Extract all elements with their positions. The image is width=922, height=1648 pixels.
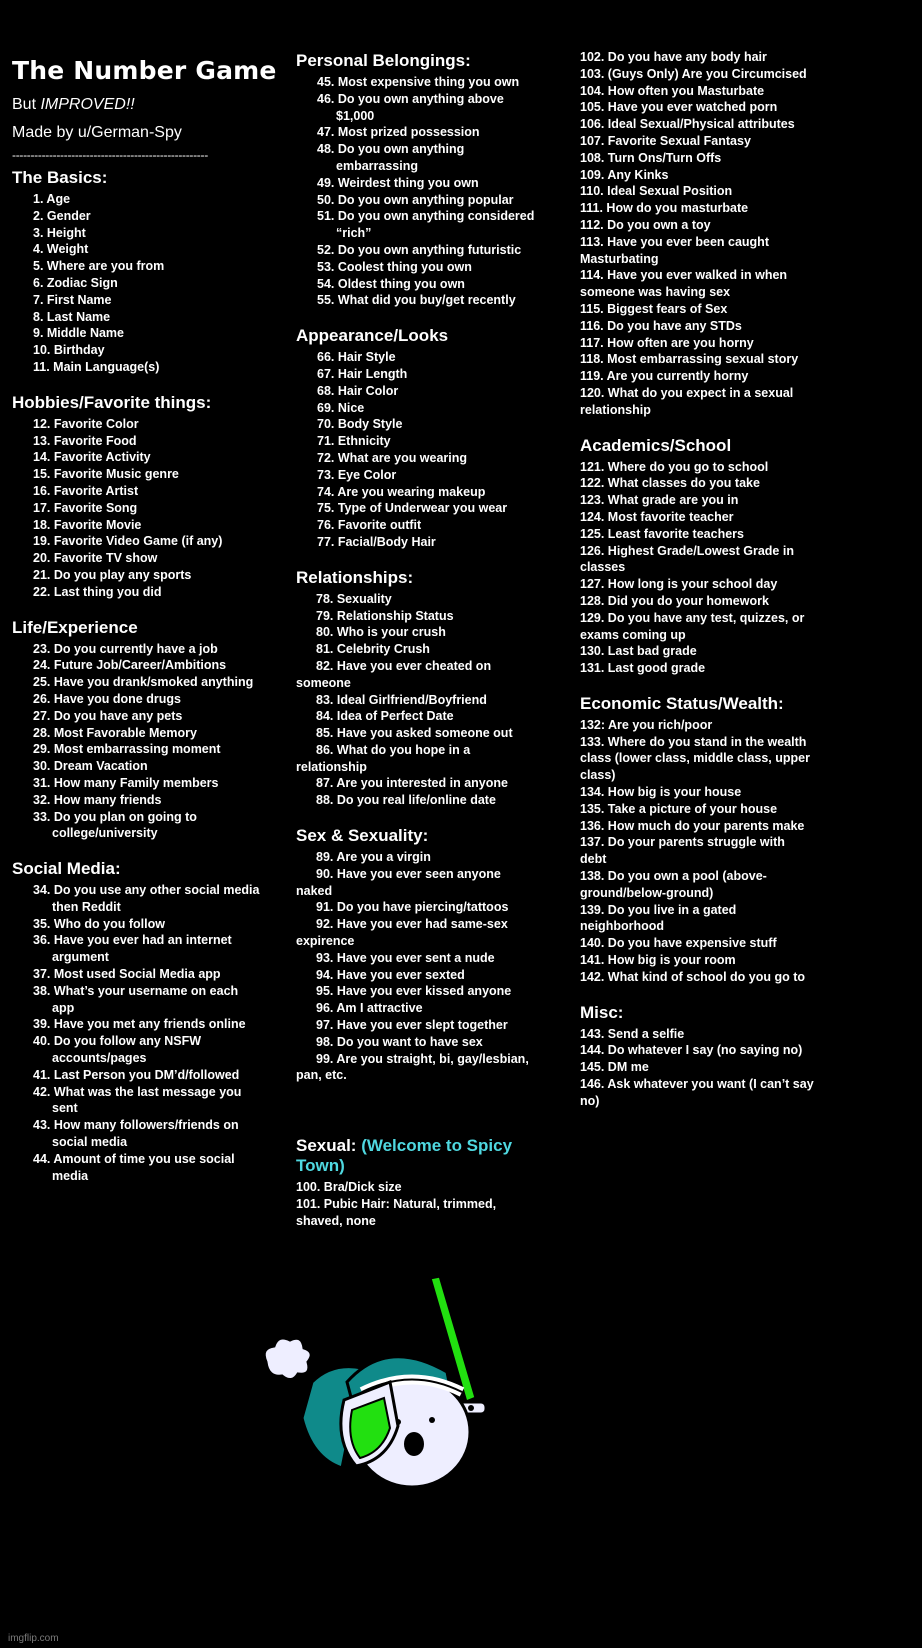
section-heading-text: Misc: — [580, 1002, 624, 1022]
question-item: 145. DM me — [580, 1060, 649, 1075]
question-item: 17. Favorite Song — [33, 500, 138, 515]
question-item: 122. What classes do you take — [580, 476, 760, 491]
question-item: 34. Do you use any other social media then Reddit — [33, 883, 260, 914]
question-item: 83. Ideal Girlfriend/Boyfriend — [316, 692, 487, 707]
question-item: 28. Most Favorable Memory — [33, 725, 197, 740]
question-item: 91. Do you have piercing/tattoos — [316, 900, 509, 915]
question-item: 47. Most prized possession — [317, 125, 480, 140]
question-item: 131. Last good grade — [580, 661, 706, 676]
section-heading-text: Sex & Sexuality: — [296, 826, 429, 846]
question-item: 92. Have you ever had same-sex expirence — [296, 917, 508, 949]
question-item: 32. How many friends — [33, 792, 162, 807]
question-item: 109. Any Kinks — [580, 167, 669, 182]
question-item: 105. Have you ever watched porn — [580, 100, 778, 115]
question-item: 114. Have you ever walked in when someone was having sex — [580, 268, 788, 300]
question-item: 124. Most favorite teacher — [580, 509, 734, 524]
question-item: 38. What’s your username on each app — [33, 983, 239, 1015]
question-item: 110. Ideal Sexual Position — [580, 184, 733, 199]
question-item: 133. Where do you stand in the wealth class (lower class, middle class, upper class) — [580, 734, 810, 783]
column-left — [12, 168, 260, 1184]
section-relationships — [296, 568, 536, 809]
page-title: The Number Game — [12, 56, 277, 85]
question-item: 141. How big is your room — [580, 953, 736, 968]
question-item: 39. Have you met any friends online — [33, 1017, 246, 1032]
question-item: 98. Do you want to have sex — [316, 1034, 483, 1049]
column-right — [580, 49, 814, 1110]
question-item: 10. Birthday — [33, 343, 105, 358]
section-hobbies — [12, 393, 260, 601]
question-item: 27. Do you have any pets — [33, 708, 183, 723]
section-heading — [296, 826, 536, 846]
column-middle — [296, 51, 536, 1230]
section-economic — [580, 694, 814, 986]
section-heading — [12, 168, 260, 188]
question-item: 121. Where do you go to school — [580, 459, 769, 474]
question-item: 71. Ethnicity — [317, 434, 391, 449]
question-item: 50. Do you own anything popular — [317, 192, 514, 207]
question-item: 80. Who is your crush — [316, 625, 446, 640]
question-item: 13. Favorite Food — [33, 433, 137, 448]
question-item: 128. Did you do your homework — [580, 593, 769, 608]
section-heading — [12, 859, 260, 879]
question-item: 51. Do you own anything considered “rich” — [317, 209, 535, 241]
question-item: 23. Do you currently have a job — [33, 641, 218, 656]
question-item: 81. Celebrity Crush — [316, 642, 430, 657]
question-item: 68. Hair Color — [317, 383, 399, 398]
section-belongings — [296, 51, 536, 309]
section-heading-text: Personal Belongings: — [296, 51, 471, 70]
subtitle — [12, 95, 135, 114]
question-item: 75. Type of Underwear you wear — [317, 501, 508, 516]
question-item: 84. Idea of Perfect Date — [316, 709, 454, 724]
question-item: 66. Hair Style — [317, 350, 396, 365]
question-item: 116. Do you have any STDs — [580, 318, 742, 333]
question-item: 52. Do you own anything futuristic — [317, 242, 522, 257]
section-academics — [580, 436, 814, 677]
question-item: 5. Where are you from — [33, 259, 165, 274]
question-item: 102. Do you have any body hair — [580, 50, 767, 64]
section-heading-text: Appearance/Looks — [296, 326, 449, 346]
question-item: 30. Dream Vacation — [33, 759, 148, 774]
section-heading-accent: (Welcome to Spicy Town) — [296, 1136, 513, 1176]
question-item: 31. How many Family members — [33, 775, 219, 790]
question-item: 138. Do you own a pool (above-ground/below-ground) — [580, 869, 767, 900]
question-item: 127. How long is your school day — [580, 577, 778, 592]
question-item: 137. Do your parents struggle with debt — [580, 835, 785, 867]
question-item: 33. Do you plan on going to college/university — [33, 809, 197, 841]
question-item: 93. Have you ever sent a nude — [316, 950, 495, 965]
section-heading-text: Hobbies/Favorite things: — [12, 392, 212, 412]
question-item: 139. Do you live in a gated neighborhood — [580, 902, 737, 934]
question-item: 74. Are you wearing makeup — [317, 484, 486, 499]
question-item: 21. Do you play any sports — [33, 567, 192, 582]
question-item: 117. How often are you horny — [580, 335, 754, 350]
question-item: 142. What kind of school do you go to — [580, 969, 805, 984]
question-item: 19. Favorite Video Game (if any) — [33, 534, 223, 549]
question-item: 35. Who do you follow — [33, 916, 165, 931]
section-life — [12, 618, 260, 843]
section-heading — [296, 51, 536, 71]
section-heading-text: Economic Status/Wealth: — [580, 693, 784, 713]
question-item: 130. Last bad grade — [580, 644, 697, 659]
question-item: 9. Middle Name — [33, 326, 124, 341]
section-heading — [580, 694, 814, 714]
question-item: 16. Favorite Artist — [33, 483, 139, 498]
question-item: 1. Age — [33, 192, 71, 206]
subtitle-prefix: But — [12, 96, 41, 113]
question-item: 49. Weirdest thing you own — [317, 175, 479, 190]
question-item: 15. Favorite Music genre — [33, 467, 179, 482]
question-item: 123. What grade are you in — [580, 493, 739, 508]
question-item: 48. Do you own anything embarrassing — [317, 142, 465, 173]
question-item: 88. Do you real life/online date — [316, 793, 496, 808]
question-item: 108. Turn Ons/Turn Offs — [580, 150, 722, 165]
section-heading-text: Academics/School — [580, 435, 732, 455]
question-item: 76. Favorite outfit — [317, 518, 422, 533]
question-item: 140. Do you have expensive stuff — [580, 936, 777, 951]
question-item: 77. Facial/Body Hair — [317, 534, 436, 549]
question-item: 40. Do you follow any NSFW accounts/pages — [33, 1034, 202, 1066]
question-item: 36. Have you ever had an internet argument — [33, 933, 232, 965]
section-heading — [12, 618, 260, 638]
subtitle-emphasis: IMPROVED!! — [40, 96, 135, 113]
question-item: 67. Hair Length — [317, 366, 408, 381]
question-item: 125. Least favorite teachers — [580, 526, 744, 541]
question-item: 96. Am I attractive — [316, 1001, 423, 1016]
question-item: 107. Favorite Sexual Fantasy — [580, 133, 751, 148]
question-item: 112. Do you own a toy — [580, 217, 711, 232]
question-item: 20. Favorite TV show — [33, 551, 158, 566]
section-basics — [12, 168, 260, 376]
question-item: 44. Amount of time you use social media — [33, 1151, 235, 1183]
question-item: 45. Most expensive thing you own — [317, 75, 520, 89]
mascot-illustration — [252, 1272, 492, 1502]
question-item: 14. Favorite Activity — [33, 450, 151, 465]
author-credit: Made by u/German-Spy — [12, 124, 182, 141]
question-item: 118. Most embarrassing sexual story — [580, 352, 799, 367]
question-item: 103. (Guys Only) Are you Circumcised — [580, 66, 807, 81]
question-item: 144. Do whatever I say (no saying no) — [580, 1043, 803, 1058]
question-item: 73. Eye Color — [317, 467, 397, 482]
question-item: 89. Are you a virgin — [316, 850, 431, 865]
question-item: 11. Main Language(s) — [33, 359, 160, 374]
section-heading-text: The Basics: — [12, 168, 108, 187]
question-item: 90. Have you ever seen anyone naked — [296, 866, 501, 898]
question-item: 99. Are you straight, bi, gay/lesbian, pan, etc. — [296, 1051, 529, 1083]
cloud-puff-icon — [264, 1338, 311, 1380]
question-item: 85. Have you asked someone out — [316, 726, 513, 741]
section-heading — [12, 393, 260, 413]
question-item: 22. Last thing you did — [33, 584, 162, 599]
question-item: 126. Highest Grade/Lowest Grade in classes — [580, 543, 794, 575]
section-sexual-cont — [580, 49, 814, 419]
question-item: 18. Favorite Movie — [33, 517, 142, 532]
section-sex — [296, 826, 536, 1084]
question-item: 6. Zodiac Sign — [33, 275, 118, 290]
question-item: 8. Last Name — [33, 309, 111, 324]
divider: ----------------------------------------------------- — [12, 148, 208, 162]
question-item: 129. Do you have any test, quizzes, or exams coming up — [580, 610, 805, 642]
question-item: 69. Nice — [317, 400, 365, 415]
question-item: 115. Biggest fears of Sex — [580, 301, 728, 316]
question-item: 106. Ideal Sexual/Physical attributes — [580, 117, 795, 132]
section-heading — [296, 1136, 536, 1176]
question-item: 82. Have you ever cheated on someone — [296, 658, 492, 690]
question-item: 143. Send a selfie — [580, 1026, 685, 1041]
section-appearance — [296, 326, 536, 551]
question-item: 120. What do you expect in a sexual relationship — [580, 385, 794, 417]
question-item: 3. Height — [33, 225, 86, 240]
question-item: 55. What did you buy/get recently — [317, 293, 516, 308]
question-item: 70. Body Style — [317, 417, 403, 432]
question-item: 97. Have you ever slept together — [316, 1018, 508, 1033]
section-heading — [296, 568, 536, 588]
question-item: 7. First Name — [33, 292, 112, 307]
section-heading — [580, 1003, 814, 1023]
question-item: 132: Are you rich/poor — [580, 717, 713, 732]
question-item: 136. How much do your parents make — [580, 818, 805, 833]
question-item: 12. Favorite Color — [33, 416, 139, 431]
section-heading — [296, 326, 536, 346]
question-item: 53. Coolest thing you own — [317, 259, 472, 274]
question-item: 25. Have you drank/smoked anything — [33, 675, 254, 690]
section-heading — [580, 436, 814, 456]
question-item: 113. Have you ever been caught Masturbating — [580, 234, 769, 266]
question-item: 135. Take a picture of your house — [580, 801, 778, 816]
question-item: 24. Future Job/Career/Ambitions — [33, 658, 227, 673]
question-item: 111. How do you masturbate — [580, 201, 749, 216]
section-social — [12, 859, 260, 1184]
watermark: imgflip.com — [8, 1633, 59, 1644]
question-item: 37. Most used Social Media app — [33, 967, 221, 982]
question-item: 26. Have you done drugs — [33, 691, 181, 706]
question-item: 86. What do you hope in a relationship — [296, 742, 471, 774]
question-item: 29. Most embarrassing moment — [33, 742, 221, 757]
question-item: 78. Sexuality — [316, 591, 392, 606]
section-heading-text: Relationships: — [296, 567, 414, 587]
question-item: 119. Are you currently horny — [580, 369, 749, 384]
question-item: 134. How big is your house — [580, 785, 742, 800]
question-item: 101. Pubic Hair: Natural, trimmed, shaved, none — [296, 1197, 497, 1228]
question-item: 2. Gender — [33, 208, 91, 223]
question-item: 79. Relationship Status — [316, 608, 454, 623]
question-item: 72. What are you wearing — [317, 450, 468, 465]
section-sexual — [296, 1136, 536, 1229]
question-item: 41. Last Person you DM’d/followed — [33, 1067, 240, 1082]
question-item: 146. Ask whatever you want (I can’t say no) — [580, 1077, 814, 1108]
question-item: 43. How many followers/friends on social media — [33, 1118, 239, 1150]
question-item: 94. Have you ever sexted — [316, 967, 465, 982]
question-item: 4. Weight — [33, 242, 89, 257]
question-item: 100. Bra/Dick size — [296, 1180, 402, 1195]
section-misc — [580, 1003, 814, 1110]
section-heading-text: Life/Experience — [12, 617, 138, 637]
question-item: 87. Are you interested in anyone — [316, 776, 508, 791]
question-item: 54. Oldest thing you own — [317, 276, 465, 291]
question-item: 95. Have you ever kissed anyone — [316, 984, 512, 999]
section-heading-text: Sexual: — [296, 1136, 362, 1156]
question-item: 104. How often you Masturbate — [580, 83, 765, 98]
question-item: 46. Do you own anything above $1,000 — [317, 91, 504, 123]
question-item: 42. What was the last message you sent — [33, 1084, 242, 1116]
section-heading-text: Social Media: — [12, 859, 121, 879]
